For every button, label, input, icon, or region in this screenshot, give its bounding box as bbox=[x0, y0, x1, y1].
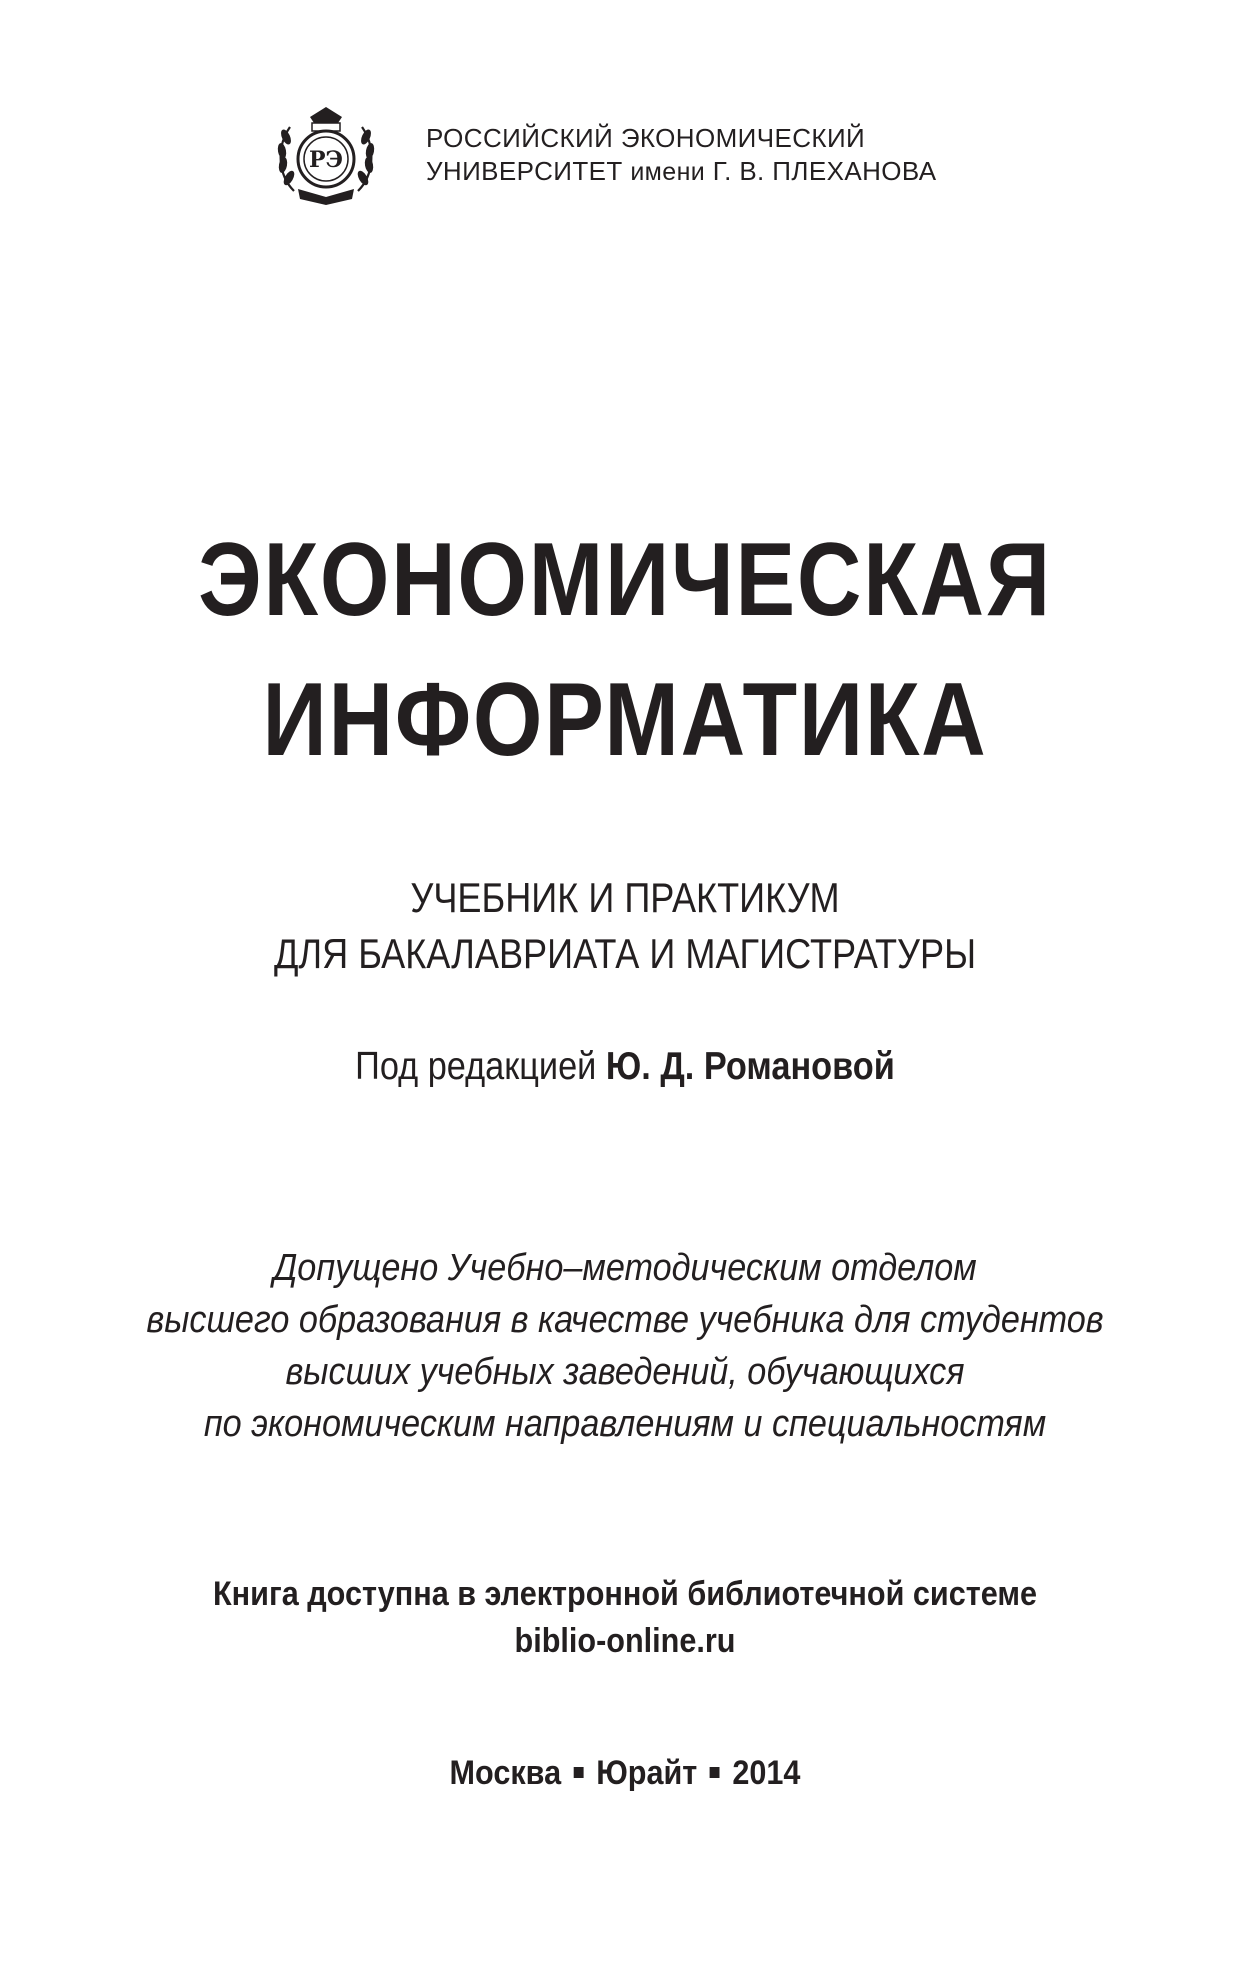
book-title bbox=[88, 510, 1163, 790]
university-name bbox=[426, 122, 937, 189]
book-title-line2: ИНФОРМАТИКА bbox=[262, 662, 988, 778]
university-name-line1: РОССИЙСКИЙ ЭКОНОМИЧЕСКИЙ bbox=[426, 122, 866, 153]
imprint bbox=[63, 1750, 1188, 1796]
imprint-separator-2 bbox=[710, 1767, 720, 1778]
book-title-line1: ЭКОНОМИЧЕСКАЯ bbox=[198, 522, 1052, 638]
university-name-line2-c: Г. В. ПЛЕХАНОВА bbox=[705, 155, 937, 186]
editor-line bbox=[75, 1042, 1175, 1092]
university-name-line2 bbox=[426, 155, 937, 189]
imprint-publisher: Юрайт bbox=[596, 1754, 698, 1792]
book-subtitle bbox=[88, 870, 1163, 982]
book-subtitle-line2: ДЛЯ БАКАЛАВРИАТА И МАГИСТРАТУРЫ bbox=[273, 930, 977, 977]
library-url: biblio-online.ru bbox=[514, 1622, 736, 1660]
imprint-city: Москва bbox=[449, 1754, 562, 1792]
university-emblem-icon bbox=[272, 101, 380, 209]
university-name-line2-b: имени bbox=[630, 157, 706, 186]
library-note bbox=[63, 1571, 1188, 1665]
editor-name: Ю. Д. Романовой bbox=[605, 1045, 895, 1088]
svg-text:РЭ: РЭ bbox=[308, 147, 344, 173]
book-subtitle-line1: УЧЕБНИК И ПРАКТИКУМ bbox=[410, 874, 840, 921]
approval-line4: по экономическим направлениям и специальностям bbox=[203, 1403, 1047, 1445]
header bbox=[272, 100, 937, 210]
approval-line3: высших учебных заведений, обучающихся bbox=[285, 1351, 965, 1393]
university-name-line2-a: УНИВЕРСИТЕТ bbox=[426, 155, 631, 186]
imprint-separator-1 bbox=[574, 1767, 584, 1778]
approval-line1: Допущено Учебно–методическим отделом bbox=[273, 1247, 977, 1289]
library-line1: Книга доступна в электронной библиотечной системе bbox=[212, 1575, 1038, 1613]
approval-note bbox=[63, 1242, 1188, 1450]
editor-prefix: Под редакцией bbox=[355, 1045, 606, 1088]
imprint-year: 2014 bbox=[732, 1754, 801, 1792]
approval-line2: высшего образования в качестве учебника для студентов bbox=[146, 1299, 1104, 1341]
